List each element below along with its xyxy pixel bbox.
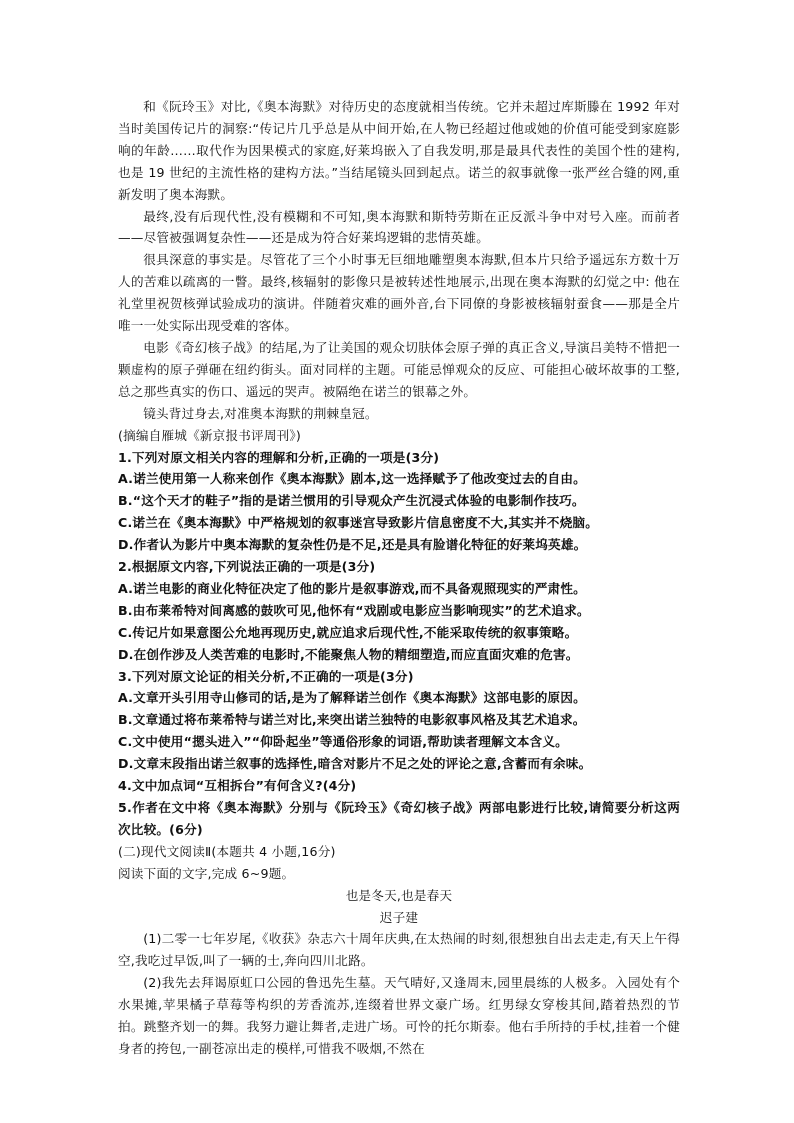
question-3-stem: 3.下列对原文论证的相关分析,不正确的一项是(3分) [118, 668, 414, 684]
question-1-option-b: B.“这个天才的鞋子”指的是诺兰惯用的引导观众产生沉浸式体验的电影制作技巧。 [118, 493, 585, 509]
question-2-option-c: C.传记片如果意图公允地再现历史,就应追求后现代性,不能采取传统的叙事策略。 [118, 624, 578, 640]
paragraph-meaningful-fact: 很具深意的事实是。尽管花了三个小时事无巨细地雕塑奥本海默,但本片只给予遥远东方数十万人的苦难以疏离的一瞥。最终,核辐射的影像只是被转述性地展示,出现在奥本海默的幻觉之中: 他在礼堂里祝贺核弹试验成功的演讲。伴随着灾难的画外音,台下同僚的身影被核辐射蚕食——那是全片唯一一处实际出现受难的客体。 [118, 252, 680, 334]
question-3-option-c: C.文中使用“摁头进入”“仰卧起坐”等通俗形象的词语,帮助读者理解文本含义。 [118, 734, 568, 750]
essay-paragraph-1: (1)二零一七年岁尾,《收获》杂志六十周年庆典,在太热闹的时刻,很想独自出去走走,有天上午得空,我吃过早饭,叫了一辆的士,奔向四川北路。 [118, 931, 680, 969]
question-4-stem: 4.文中加点词“互相拆台”有何含义?(4分) [118, 778, 357, 794]
question-3-option-d: D.文章末段指出诺兰叙事的选择性,暗含对影片不足之处的评论之意,含蓄而有余味。 [118, 756, 592, 772]
reading-instruction: 阅读下面的文字,完成 6~9题。 [118, 865, 295, 881]
essay-paragraph-2: (2)我先去拜谒原虹口公园的鲁迅先生墓。天气晴好,又逢周末,园里晨练的人极多。入园处有个水果摊,苹果橘子草莓等构织的芳香流苏,连缀着世界文豪广场。红男绿女穿梭其间,踏着热烈的节拍。跳整齐划一的舞。我努力避让舞者,走进广场。可怜的托尔斯泰。他右手所持的手杖,挂着一个健身者的挎包,一副苍凉出走的模样,可惜我不吸烟,不然在 [118, 975, 680, 1056]
section-heading-modern-reading-2: (二)现代文阅读Ⅱ(本题共 4 小题,16分) [118, 843, 336, 859]
question-1-option-a: A.诺兰使用第一人称来创作《奥本海默》剧本,这一选择赋予了他改变过去的自由。 [118, 471, 586, 487]
question-2-option-d: D.在创作涉及人类苦难的电影时,不能聚焦人物的精细塑造,而应直面灾难的危害。 [118, 646, 579, 662]
question-5-stem: 5.作者在文中将《奥本海默》分别与《阮玲玉》《奇幻核子战》两部电影进行比较,请简要分析这两次比较。(6分) [118, 800, 680, 837]
paragraph-no-postmodernity: 最终,没有后现代性,没有模糊和不可知,奥本海默和斯特劳斯在正反派斗争中对号入座。而前者——尽管被强调复杂性——还是成为符合好莱坞逻辑的悲情英雄。 [118, 208, 680, 246]
question-1-option-c: C.诺兰在《奥本海默》中严格规划的叙事迷宫导致影片信息密度不大,其实并不烧脑。 [118, 515, 598, 531]
question-3-option-b: B.文章通过将布莱希特与诺兰对比,来突出诺兰独特的电影叙事风格及其艺术追求。 [118, 712, 586, 728]
question-1-stem: 1.下列对原文相关内容的理解和分析,正确的一项是(3分) [118, 449, 440, 465]
question-2-option-a: A.诺兰电影的商业化特征决定了他的影片是叙事游戏,而不具备观照现实的严肃性。 [118, 580, 586, 596]
question-1-option-d: D.作者认为影片中奥本海默的复杂性仍是不足,还是具有脸谱化特征的好莱坞英雄。 [118, 537, 587, 553]
essay-title: 也是冬天,也是春天 [345, 887, 453, 903]
paragraph-oppenheimer-vs-ruan: 和《阮玲玉》对比,《奥本海默》对待历史的态度就相当传统。它并未超过库斯滕在 1992 年对当时美国传记片的洞察:“传记片几乎总是从中间开始,在人物已经超过他或她的价值可能受到家庭影响的年龄……取代作为因果模式的家庭,好莱坞嵌入了自我发明,那是最具代表性的美国个性的建构,也是 19 世纪的主流性格的建构方法。”当结尾镜头回到起点。诺兰的叙事就像一张严丝合缝的网,重新发明了奥本海默。 [118, 99, 680, 202]
paragraph-camera-turns: 镜头背过身去,对准奥本海默的荆棘皇冠。 [143, 405, 378, 421]
paragraph-fail-safe-ending: 电影《奇幻核子战》的结尾,为了让美国的观众切肤体会原子弹的真正含义,导演吕美特不惜把一颗虚构的原子弹砸在纽约街头。面对同样的主题。可能忌惮观众的反应、可能担心破坏故事的工整,总之那些真实的伤口、遥远的哭声。被隔绝在诺兰的银幕之外。 [118, 339, 680, 399]
document-page [118, 96, 680, 1060]
question-2-stem: 2.根据原文内容,下列说法正确的一项是(3分) [118, 559, 376, 575]
question-3-option-a: A.文章开头引用寺山修司的话,是为了解释诺兰创作《奥本海默》这部电影的原因。 [118, 690, 586, 706]
essay-author: 迟子建 [379, 909, 419, 925]
question-2-option-b: B.由布莱希特对间离感的鼓吹可见,他怀有“戏剧或电影应当影响现实”的艺术追求。 [118, 602, 590, 618]
source-note: (摘编自雁城《新京报书评周刊》) [118, 427, 302, 443]
